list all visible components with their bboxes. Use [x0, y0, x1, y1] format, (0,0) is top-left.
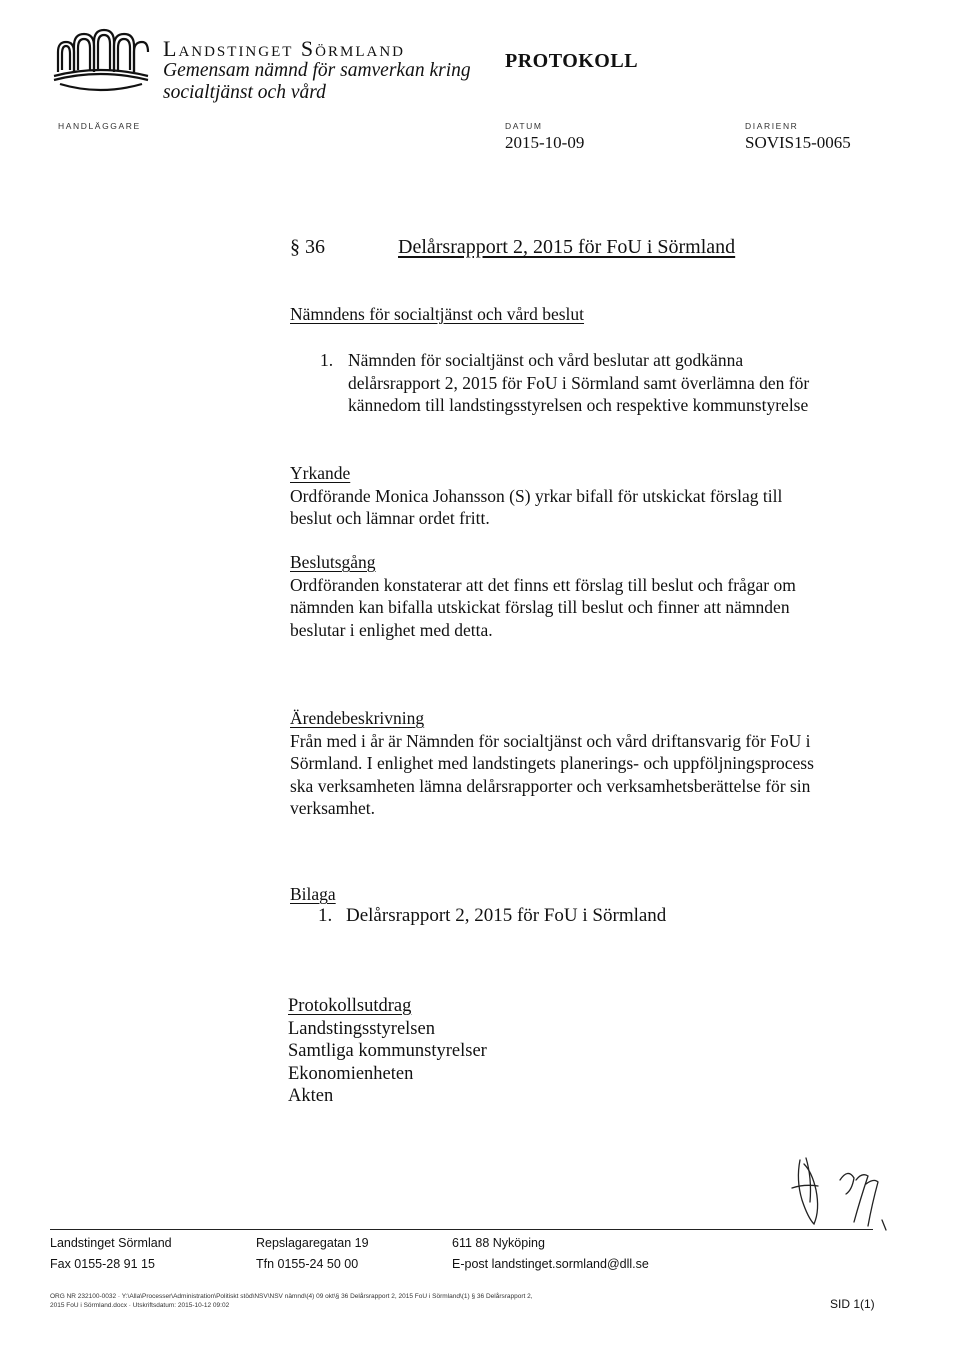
- organization-subtitle-line2: socialtjänst och vård: [163, 82, 326, 103]
- beslutsgang-line: Ordföranden konstaterar att det finns ett förslag till beslut och frågar om: [290, 574, 796, 595]
- footer-phone: Tfn 0155-24 50 00: [256, 1257, 359, 1271]
- datum-value: 2015-10-09: [505, 133, 585, 152]
- yrkande-heading: Yrkande: [290, 463, 351, 483]
- protokollsutdrag-item: Ekonomienheten: [288, 1063, 414, 1084]
- beslut-item-number: 1.: [320, 350, 334, 370]
- footer-fax: Fax 0155-28 91 15: [50, 1257, 155, 1271]
- beslut-line: Nämnden för socialtjänst och vård beslutar att godkänna: [348, 350, 744, 370]
- protokollsutdrag-item: Samtliga kommunstyrelser: [288, 1041, 487, 1061]
- arendebeskrivning-section: [290, 707, 910, 820]
- beslutsgang-heading: Beslutsgång: [290, 552, 376, 572]
- section-title: Delårsrapport 2, 2015 för FoU i Sörmland: [398, 236, 736, 258]
- document-type: PROTOKOLL: [505, 50, 639, 72]
- handwritten-signature: [782, 1150, 892, 1235]
- beslut-line: kännedom till landstingsstyrelsen och respektive kommunstyrelse: [348, 395, 809, 415]
- yrkande-line: Ordförande Monica Johansson (S) yrkar bifall för utskickat förslag till: [290, 485, 783, 506]
- beslutsgang-line: nämnden kan bifalla utskickat förslag till beslut och finner att nämnden: [290, 597, 790, 617]
- beslut-item-text: [348, 349, 908, 417]
- footer-org: Landstinget Sörmland: [50, 1236, 172, 1250]
- organization-subtitle-line1: Gemensam nämnd för samverkan kring: [163, 60, 471, 81]
- yrkande-line: beslut och lämnar ordet fritt.: [290, 508, 490, 528]
- organization-subtitle: [163, 60, 471, 104]
- beslutsgang-line: beslutar i enlighet med detta.: [290, 619, 493, 640]
- arendebeskrivning-heading: Ärendebeskrivning: [290, 708, 425, 728]
- arendebeskrivning-line: ska verksamheten lämna delårsrapporter och verksamhetsberättelse för sin: [290, 775, 811, 796]
- protokollsutdrag-item: Akten: [288, 1086, 334, 1106]
- bilaga-item-number: 1.: [318, 905, 333, 926]
- arendebeskrivning-line: Sörmland. I enlighet med landstingets planerings- och uppföljningsprocess: [290, 753, 814, 773]
- bilaga-heading: Bilaga: [290, 884, 336, 904]
- beslut-line: delårsrapport 2, 2015 för FoU i Sörmland samt överlämna den för: [348, 372, 810, 393]
- footer-postal: 611 88 Nyköping: [452, 1236, 545, 1250]
- yrkande-section: [290, 462, 910, 530]
- diarienr-label: DIARIENR: [745, 121, 799, 131]
- protokollsutdrag-item: Landstingsstyrelsen: [288, 1018, 435, 1039]
- organization-name: Landstinget Sörmland: [163, 36, 405, 61]
- footer-email: E-post landstinget.sormland@dll.se: [452, 1257, 649, 1271]
- footer-file-path: [50, 1292, 533, 1310]
- landstinget-logo: [50, 24, 150, 94]
- protokollsutdrag-heading: Protokollsutdrag: [288, 996, 412, 1016]
- section-number: § 36: [290, 236, 325, 258]
- handlaggare-label: HANDLÄGGARE: [58, 121, 141, 131]
- footer-address: Repslagaregatan 19: [256, 1236, 369, 1250]
- arendebeskrivning-line: Från med i år är Nämnden för socialtjänst och vård driftansvarig för FoU i: [290, 730, 811, 751]
- footer-file-path-line: ORG NR 232100-0032 · Y:\Alla\Processer\Administration\Politiskt stöd\NSV\NSV nämnd\(4) 09 okt\§ 36 Delårsrapport 2, 2015 FoU i Sörmland\(1) § 36 Delårsrapport 2,: [50, 1293, 533, 1300]
- beslutsgang-section: [290, 551, 910, 641]
- footer-file-path-line: 2015 FoU i Sörmland.docx · Utskriftsdatum: 2015-10-12 09:02: [50, 1302, 230, 1309]
- footer-divider: [50, 1229, 873, 1230]
- protokollsutdrag-section: [288, 995, 487, 1108]
- page-number: SID 1(1): [830, 1297, 875, 1311]
- bilaga-item-link[interactable]: Delårsrapport 2, 2015 för FoU i Sörmland: [346, 905, 667, 926]
- diarienr-value: SOVIS15-0065: [745, 133, 851, 152]
- datum-label: DATUM: [505, 121, 543, 131]
- beslut-heading: Nämndens för socialtjänst och vård beslut: [290, 304, 585, 324]
- arendebeskrivning-line: verksamhet.: [290, 798, 376, 818]
